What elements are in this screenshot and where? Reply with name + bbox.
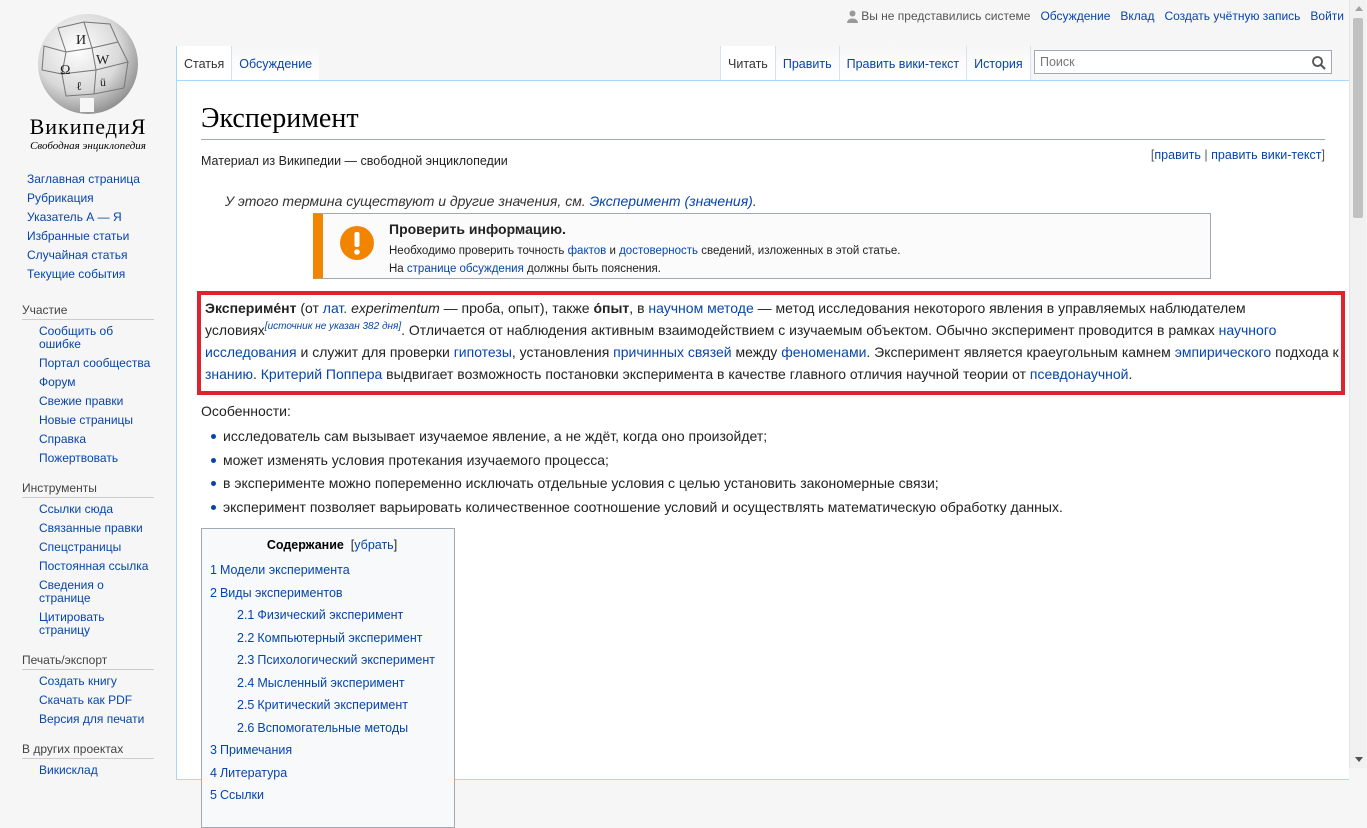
search-icon[interactable] — [1311, 55, 1327, 71]
list-item: исследователь сам вызывает изучаемое явление, а не ждёт, когда оно произойдет; — [209, 427, 1325, 451]
warning-icon — [339, 225, 375, 261]
scroll-up-icon[interactable] — [1350, 0, 1367, 17]
tab-label: Править — [782, 57, 832, 71]
notice-text: Необходимо проверить точность — [389, 245, 568, 257]
svg-text:ü: ü — [100, 75, 106, 89]
sidebar-item-main-page[interactable]: Заглавная страница — [27, 172, 140, 186]
bracket: ] — [1321, 148, 1325, 162]
logo-tagline: Свободная энциклопедия — [30, 140, 146, 152]
latin-term: experimentum — [351, 300, 440, 316]
sidebar-item-help[interactable]: Справка — [39, 432, 87, 446]
toc-item[interactable] — [210, 787, 454, 810]
toc-item-number: 2.2 — [237, 630, 255, 645]
tab-label: Статья — [184, 57, 225, 71]
sidebar-item-categories[interactable]: Рубрикация — [27, 191, 94, 205]
toc-item[interactable] — [210, 742, 454, 765]
site-subtitle-text: Материал из Википедии — свободной энциклопедии — [201, 154, 508, 168]
disambiguation-link[interactable]: Эксперимент (значения) — [589, 193, 753, 209]
list-item: эксперимент позволяет варьировать количественное соотношение условий и осуществлять математическую обработку данных. — [209, 498, 1325, 522]
reliability-link[interactable]: достоверность — [619, 245, 699, 257]
empirical-link[interactable]: эмпирического — [1174, 344, 1272, 360]
toc-item-number: 2.6 — [237, 720, 255, 735]
sidebar-item-special-pages[interactable]: Спецстраницы — [39, 540, 122, 554]
lead-text: — метод исследования некоторого явления в управляемых наблюдателем условиях — [205, 300, 1246, 338]
scrollbar-thumb[interactable] — [1353, 18, 1363, 218]
tab-read[interactable] — [720, 46, 775, 80]
features-heading: Особенности: — [201, 403, 291, 419]
tab-talk[interactable] — [231, 46, 319, 80]
list-item: в эксперименте можно попеременно исключать отдельные условия с целью установить закономерные связи; — [209, 474, 1325, 498]
sidebar-item-featured[interactable]: Избранные статьи — [27, 229, 130, 243]
phenomena-link[interactable]: феноменами — [781, 344, 867, 360]
lead-text: . Эксперимент является краеугольным камнем — [866, 344, 1175, 360]
toc-item-number: 2 — [210, 585, 217, 600]
lead-text: — проба, опыт), также — [439, 300, 594, 316]
page-title: Эксперимент — [201, 103, 1325, 140]
personal-tools — [847, 9, 1344, 23]
toc-item-label[interactable]: Критический эксперимент — [257, 698, 409, 712]
portal-heading: Участие — [22, 300, 154, 320]
scroll-down-icon[interactable] — [1350, 751, 1367, 768]
toc-item-number: 2.4 — [237, 675, 255, 690]
toc-item[interactable] — [210, 585, 454, 608]
notice-body — [389, 242, 900, 278]
lead-alt-term: о́пыт — [593, 300, 630, 316]
lead-text: . Отличается от наблюдения активным взаимодействием с изучаемым объектом. Обычно эксперимент проводится в рамках — [401, 322, 1219, 338]
lead-term: Экспериме́нт — [205, 300, 297, 316]
tab-article[interactable] — [176, 46, 231, 80]
citation-needed-link[interactable]: [источник не указан 382 дня] — [264, 321, 402, 332]
view-tabs — [720, 46, 1031, 80]
sidebar-other-projects — [22, 739, 154, 780]
sidebar-item-report-error[interactable]: Сообщить об ошибке — [39, 324, 114, 351]
toc-title: Содержание — [266, 538, 344, 552]
not-logged-in-text: Вы не представились системе — [861, 9, 1031, 23]
toc-item[interactable] — [210, 697, 454, 720]
notice-text: На — [389, 263, 407, 275]
popper-criterion-link[interactable]: Критерий Поппера — [260, 366, 383, 382]
svg-text:W: W — [96, 53, 110, 68]
sidebar-item-create-book[interactable]: Создать книгу — [39, 674, 117, 688]
edit-link[interactable]: править — [1154, 148, 1201, 162]
toc-item-label[interactable]: Мысленный эксперимент — [257, 675, 405, 690]
toc-item-label[interactable]: Психологический эксперимент — [257, 653, 436, 667]
personal-talk-link[interactable]: Обсуждение — [1040, 9, 1111, 23]
notice-text: сведений, изложенных в этой статье. — [698, 245, 901, 257]
login-link[interactable]: Войти — [1310, 9, 1344, 23]
toc-item-label[interactable]: Ссылки — [219, 788, 264, 802]
toc-header: Содержание [убрать] — [266, 538, 398, 552]
sidebar-item-cite-page[interactable]: Цитировать страницу — [39, 610, 105, 637]
portal-heading: Печать/экспорт — [22, 650, 154, 670]
sidebar-item-donate[interactable]: Пожертвовать — [39, 451, 119, 465]
notice-title: Проверить информацию. — [389, 221, 566, 237]
hatnote — [225, 193, 1325, 209]
toc-toggle-link[interactable]: убрать — [354, 538, 394, 552]
features-list — [209, 427, 1325, 521]
lead-text: между — [731, 344, 782, 360]
hypothesis-link[interactable]: гипотезы — [453, 344, 512, 360]
toc-item-number: 2.5 — [237, 698, 255, 712]
toc-item[interactable] — [210, 652, 454, 675]
toc-item-number: 4 — [210, 765, 217, 780]
scientific-method-link[interactable]: научном методе — [648, 300, 754, 316]
toc-item-label[interactable]: Физический эксперимент — [257, 608, 404, 622]
lead-text: (от — [296, 300, 323, 316]
wikipedia-globe-icon — [36, 12, 140, 116]
hatnote-end: . — [752, 193, 757, 209]
toc-item[interactable] — [210, 630, 454, 653]
toc-list — [210, 562, 454, 810]
sidebar-item-current-events[interactable]: Текущие события — [27, 267, 126, 281]
logo-wordmark: ВикипедиЯ — [29, 114, 147, 139]
site-subtitle — [201, 148, 1325, 168]
notice-text: и — [606, 245, 620, 257]
section-edit-links — [1151, 148, 1325, 162]
verify-notice-box — [313, 213, 1211, 279]
toc-item-number: 2.3 — [237, 653, 255, 667]
toc-item-label[interactable]: Компьютерный эксперимент — [257, 630, 423, 645]
sidebar-item-commons[interactable]: Викисклад — [39, 763, 98, 777]
edit-wikitext-link[interactable]: править вики-текст — [1211, 148, 1322, 162]
sidebar-item-what-links-here[interactable]: Ссылки сюда — [39, 502, 113, 516]
sidebar-item-random[interactable]: Случайная статья — [27, 248, 128, 262]
scientific-research-link[interactable]: научного исследования — [205, 322, 1277, 360]
sidebar-item-printable[interactable]: Версия для печати — [39, 712, 145, 726]
separator: | — [1200, 148, 1212, 162]
table-of-contents — [201, 528, 455, 828]
toc-item-number: 1 — [210, 563, 217, 577]
tab-label: Читать — [728, 57, 768, 71]
sidebar-participation — [22, 300, 154, 468]
tab-label: История — [974, 57, 1023, 71]
lead-text: . — [253, 366, 261, 382]
namespace-tabs — [176, 46, 319, 80]
hatnote-text: У этого термина существуют и другие значения, см. — [225, 193, 590, 209]
sidebar-print-export — [22, 650, 154, 729]
pseudoscience-link[interactable]: псевдонаучной — [1029, 366, 1129, 382]
lead-text: и служит для проверки — [296, 344, 454, 360]
search-input[interactable] — [1035, 51, 1295, 73]
toc-item[interactable] — [210, 562, 454, 585]
tab-edit[interactable] — [775, 46, 839, 80]
toc-item-label[interactable]: Примечания — [219, 743, 293, 757]
wikipedia-logo[interactable] — [0, 0, 176, 160]
knowledge-link[interactable]: знанию — [205, 366, 253, 382]
toc-item-label[interactable]: Модели эксперимента — [219, 563, 350, 577]
toc-item[interactable] — [210, 765, 454, 788]
sidebar — [0, 170, 176, 780]
toc-item-label[interactable]: Литература — [219, 765, 288, 780]
sidebar-item-index[interactable]: Указатель А — Я — [27, 210, 122, 224]
sidebar-item-related-changes[interactable]: Связанные правки — [39, 521, 143, 535]
sidebar-tools — [22, 478, 154, 640]
latin-link[interactable]: лат. — [322, 300, 348, 316]
personal-contributions-link[interactable]: Вклад — [1120, 9, 1155, 23]
sidebar-item-page-info[interactable]: Сведения о странице — [39, 578, 104, 605]
user-icon — [847, 10, 858, 23]
toc-item-number: 3 — [210, 743, 217, 757]
bracket: [ — [1150, 148, 1155, 162]
svg-text:Ω: Ω — [60, 63, 71, 78]
toc-item-label[interactable]: Вспомогательные методы — [257, 720, 409, 735]
page-scrollbar[interactable] — [1349, 0, 1366, 768]
toc-item-label[interactable]: Виды экспериментов — [219, 585, 343, 600]
lead-text: . — [1128, 366, 1133, 382]
causality-link[interactable]: причинных связей — [613, 344, 732, 360]
sidebar-item-community-portal[interactable]: Портал сообщества — [39, 356, 151, 370]
tab-label: Обсуждение — [239, 57, 313, 71]
portal-heading: В других проектах — [22, 739, 154, 759]
lead-text: , установления — [511, 344, 614, 360]
sidebar-item-recent-changes[interactable]: Свежие правки — [39, 394, 124, 408]
article-content — [176, 80, 1349, 802]
toc-item-number: 2.1 — [237, 608, 255, 622]
toc-item[interactable] — [210, 675, 454, 698]
toc-item-number: 5 — [210, 788, 217, 802]
create-account-link[interactable]: Создать учётную запись — [1164, 9, 1301, 23]
lead-text: , в — [629, 300, 649, 316]
svg-text:И: И — [76, 33, 87, 48]
facts-link[interactable]: фактов — [567, 245, 607, 257]
sidebar-item-forum[interactable]: Форум — [39, 375, 76, 389]
portal-heading: Инструменты — [22, 478, 154, 498]
tab-edit-wikitext[interactable] — [839, 46, 967, 80]
tab-label: Править вики-текст — [846, 57, 960, 71]
sidebar-navigation — [0, 170, 176, 284]
sidebar-item-download-pdf[interactable]: Скачать как PDF — [39, 693, 133, 707]
toc-item[interactable] — [210, 720, 454, 743]
notice-text: должны быть пояснения. — [523, 263, 661, 275]
lead-text: подхода к — [1271, 344, 1339, 360]
search-box — [1034, 50, 1332, 74]
svg-text:ℓ: ℓ — [76, 79, 82, 93]
sidebar-item-new-pages[interactable]: Новые страницы — [39, 413, 134, 427]
anon-user-status — [847, 9, 1030, 23]
toc-item[interactable] — [210, 607, 454, 630]
tab-history[interactable] — [966, 46, 1030, 80]
lead-paragraph-highlighted — [197, 291, 1345, 395]
talk-page-link[interactable]: странице обсуждения — [406, 263, 524, 275]
sidebar-item-permanent-link[interactable]: Постоянная ссылка — [39, 559, 149, 573]
list-item: может изменять условия протекания изучаемого процесса; — [209, 451, 1325, 475]
lead-text: выдвигает возможность постановки эксперимента в качестве главного отличия научной теории от — [382, 366, 1030, 382]
